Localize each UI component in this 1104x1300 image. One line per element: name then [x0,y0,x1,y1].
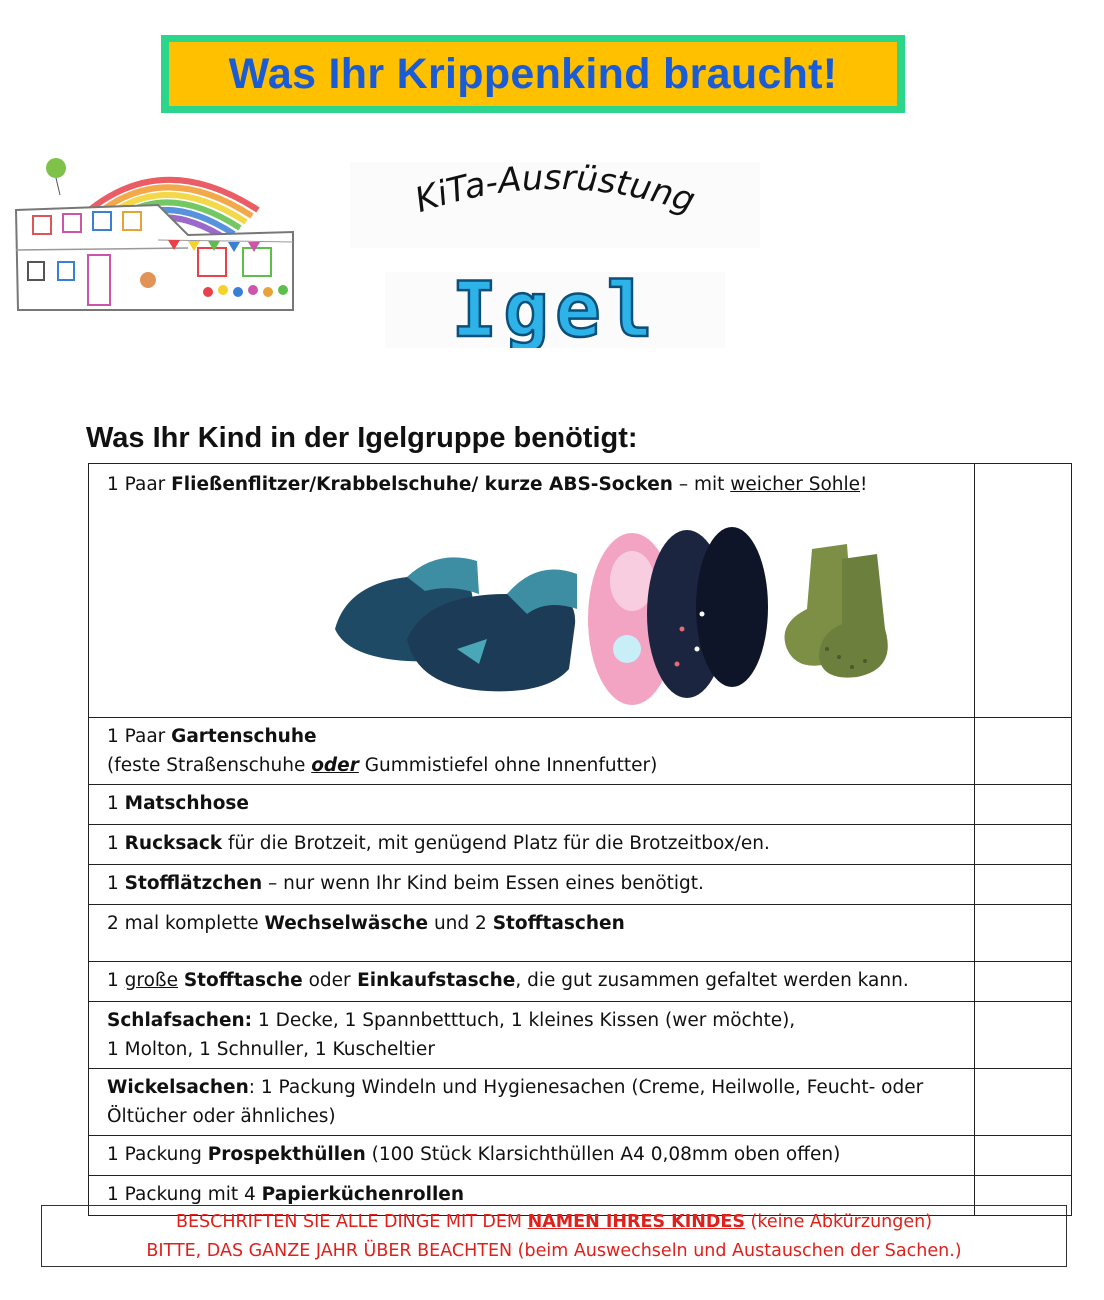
item-bold: Fließenflitzer/Krabbelschuhe/ kurze ABS-Socken [171,474,673,495]
item-bold: Rucksack [124,833,223,854]
item-text: Gummistiefel ohne Innenfutter) [358,755,658,776]
item-text: oder [302,970,351,991]
checkbox-cell[interactable] [975,905,1072,962]
table-row [89,785,1072,825]
item-bold: Wechselwäsche [264,913,429,934]
checkbox-cell[interactable] [975,1002,1072,1069]
group-logo-area [385,272,725,348]
item-text: (feste Straßenschuhe [107,755,312,776]
checkbox-cell[interactable] [975,825,1072,865]
item-bold: Wickelsachen [107,1077,249,1098]
table-row [89,865,1072,905]
leather-slipper-image [335,557,577,691]
item-text: – mit [672,474,731,495]
table-row [89,962,1072,1002]
product-images [107,499,968,713]
checkbox-cell[interactable] [975,865,1072,905]
checkbox-cell[interactable] [975,718,1072,785]
item-cell [89,1002,975,1069]
item-bold: Matschhose [124,793,249,814]
table-row [89,1002,1072,1069]
table-row [89,1136,1072,1176]
item-text: 2 mal komplette [107,913,265,934]
item-text: 1 Packung mit 4 [107,1184,262,1205]
item-cell [89,1069,975,1136]
item-cell [89,865,975,905]
item-emphasis: oder [311,755,359,776]
notice-text: BESCHRIFTEN SIE ALLE DINGE MIT DEM [175,1212,528,1232]
notice-line-1 [42,1208,1066,1237]
item-text: 1 [107,833,125,854]
kindergarten-drawing-illustration [8,150,300,320]
item-underlined: große [124,970,178,991]
checkbox-cell[interactable] [975,464,1072,718]
item-text: 1 Paar [107,474,172,495]
table-row [89,464,1072,718]
item-text: 1 Paar [107,726,172,747]
title-banner [161,35,905,113]
item-text: für die Brotzeit, mit genügend Platz für die Brotzeitbox/en. [222,833,770,854]
item-cell [89,905,975,962]
checkbox-cell[interactable] [975,1136,1072,1176]
item-bold: Schlafsachen: [107,1010,253,1031]
item-cell [89,825,975,865]
item-text: Öltücher oder ähnliches) [107,1106,336,1127]
item-text: , die gut zusammen gefaltet werden kann. [515,970,909,991]
abs-ballet-socks-image [588,527,768,705]
item-bold: Papierküchenrollen [261,1184,465,1205]
title-banner-inner [169,42,897,106]
item-cell [89,464,975,718]
item-cell [89,1136,975,1176]
item-text: : 1 Packung Windeln und Hygienesachen (Creme, Heilwolle, Feucht- oder [248,1077,924,1098]
notice-emphasis: NAMEN IHRES KINDES [527,1212,745,1232]
kita-curved-text-logo [350,162,760,248]
item-bold: Stofftaschen [492,913,625,934]
item-text: 1 [107,970,125,991]
item-bold: Stofflätzchen [124,873,263,894]
kita-logo-area [350,162,760,248]
item-cell [89,962,975,1002]
list-heading: Was Ihr Kind in der Igelgruppe benötigt: [86,422,638,454]
item-text: (100 Stück Klarsichthüllen A4 0,08mm oben offen) [365,1144,841,1165]
igel-group-logo [385,272,725,348]
item-bold: Prospekthüllen [207,1144,366,1165]
labeling-notice [41,1205,1067,1267]
item-text: 1 Decke, 1 Spannbetttuch, 1 kleines Kissen (wer möchte), [252,1010,796,1031]
item-bold: Einkaufstasche [350,970,516,991]
checkbox-cell[interactable] [975,962,1072,1002]
slipper-product-photos [107,499,967,713]
kita-logo-text: KiTa-Ausrüstung [410,162,700,221]
notice-line-2: BITTE, DAS GANZE JAHR ÜBER BEACHTEN (beim Auswechseln und Austauschen der Sachen.) [146,1241,962,1261]
table-row [89,825,1072,865]
checkbox-cell[interactable] [975,1069,1072,1136]
svg-text:KiTa-Ausrüstung [410,162,700,221]
notice-text: (keine Abkürzungen) [744,1212,933,1232]
page-title: Was Ihr Krippenkind braucht! [228,49,838,98]
equipment-checklist [88,463,1072,1216]
item-text: ! [860,474,868,495]
item-bold: Stofftasche [183,970,303,991]
item-text: 1 [107,793,125,814]
table-row [89,718,1072,785]
item-cell [89,785,975,825]
item-cell [89,718,975,785]
group-name: Igel [451,272,659,348]
table-row [89,1069,1072,1136]
item-text: 1 Molton, 1 Schnuller, 1 Kuscheltier [107,1039,435,1060]
item-bold: Gartenschuhe [171,726,317,747]
item-text: 1 [107,873,125,894]
item-text: und 2 [428,913,493,934]
checkbox-cell[interactable] [975,785,1072,825]
item-underlined: weicher Sohle [730,474,861,495]
item-text: 1 Packung [107,1144,208,1165]
item-text: – nur wenn Ihr Kind beim Essen eines benötigt. [262,873,704,894]
green-abs-socks-image [785,544,888,678]
table-row [89,905,1072,962]
